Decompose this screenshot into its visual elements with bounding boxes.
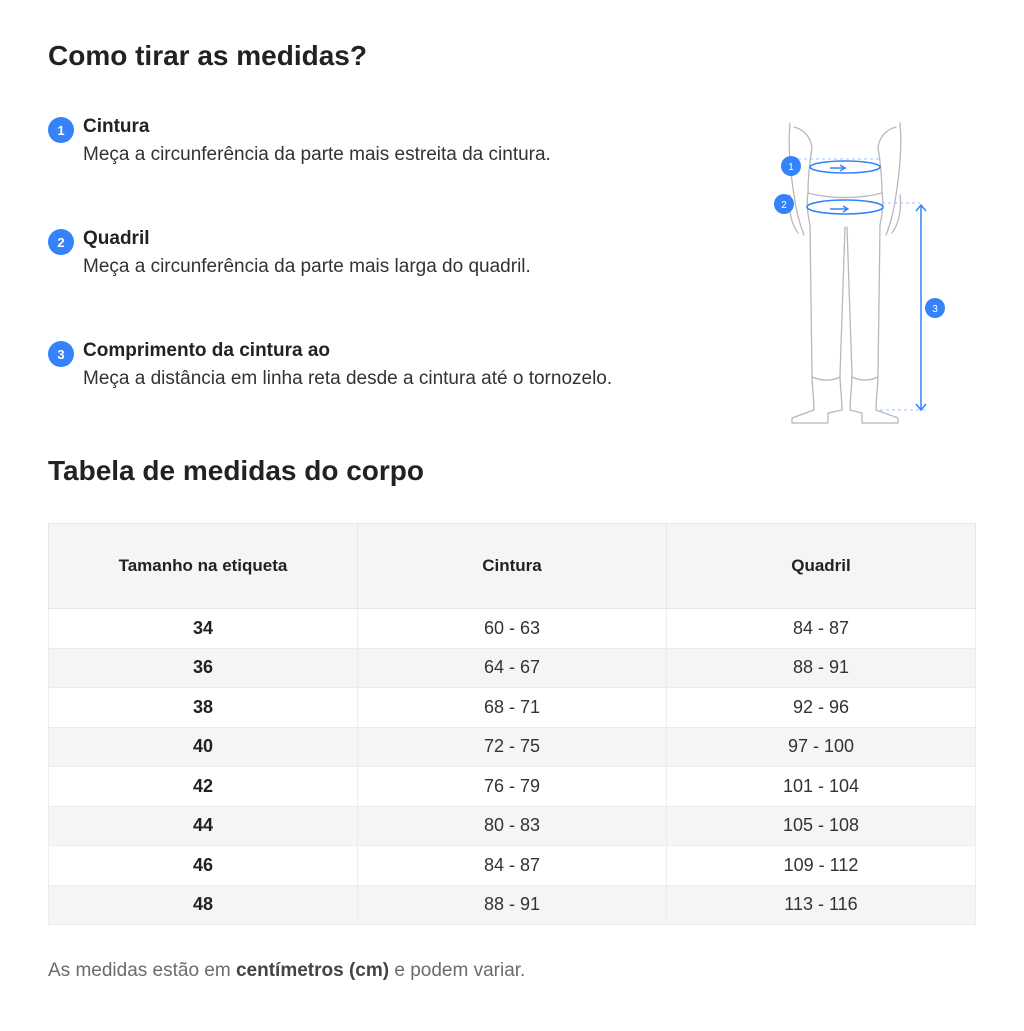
waist-cell: 80 - 83	[358, 806, 667, 846]
table-row	[49, 688, 976, 728]
hip-cell: 109 - 112	[667, 846, 976, 886]
hip-cell: 92 - 96	[667, 688, 976, 728]
table-row	[49, 885, 976, 925]
waist-cell: 60 - 63	[358, 609, 667, 649]
note-emphasis: centímetros (cm)	[235, 960, 390, 981]
table-row	[49, 727, 976, 767]
table-row	[49, 767, 976, 807]
waist-cell: 84 - 87	[358, 846, 667, 886]
step-label: Cintura	[83, 116, 150, 137]
step-number-badge: 2	[48, 229, 74, 255]
hip-cell: 97 - 100	[667, 727, 976, 767]
waist-cell: 76 - 79	[358, 767, 667, 807]
waist-cell: 72 - 75	[358, 727, 667, 767]
hip-cell: 84 - 87	[667, 609, 976, 649]
svg-text:3: 3	[932, 304, 938, 315]
table-row	[49, 846, 976, 886]
header-hip: Quadril	[667, 524, 976, 609]
step-number-badge: 1	[48, 117, 74, 143]
hip-cell: 101 - 104	[667, 767, 976, 807]
how-to-measure-title: Como tirar as medidas?	[48, 40, 367, 71]
step-number-badge: 3	[48, 341, 74, 367]
table-header-row	[49, 524, 976, 609]
size-cell: 36	[49, 648, 358, 688]
header-waist: Cintura	[358, 524, 667, 609]
note-suffix: e podem variar.	[389, 960, 526, 981]
size-table	[48, 523, 976, 925]
size-cell: 44	[49, 806, 358, 846]
hip-measure-line	[807, 200, 920, 214]
table-row	[49, 609, 976, 649]
step-hip	[48, 225, 708, 285]
step-waist	[48, 113, 708, 173]
step-description: Meça a distância em linha reta desde a cintura até o tornozelo.	[83, 368, 613, 389]
hip-cell: 113 - 116	[667, 885, 976, 925]
size-cell: 48	[49, 885, 358, 925]
step-description: Meça a circunferência da parte mais estreita da cintura.	[83, 144, 551, 165]
table-row	[49, 806, 976, 846]
hip-cell: 88 - 91	[667, 648, 976, 688]
header-size: Tamanho na etiqueta	[49, 524, 358, 609]
measurement-note	[48, 960, 525, 982]
marker-3	[925, 298, 945, 318]
size-cell: 46	[49, 846, 358, 886]
step-label: Quadril	[83, 228, 150, 249]
size-cell: 38	[49, 688, 358, 728]
step-label: Comprimento da cintura ao	[83, 340, 331, 361]
hip-cell: 105 - 108	[667, 806, 976, 846]
length-measure-line	[880, 205, 926, 410]
table-row	[49, 648, 976, 688]
waist-cell: 88 - 91	[358, 885, 667, 925]
waist-cell: 64 - 67	[358, 648, 667, 688]
svg-text:2: 2	[781, 200, 787, 211]
marker-1	[781, 156, 801, 176]
size-cell: 34	[49, 609, 358, 649]
step-description: Meça a circunferência da parte mais larga do quadril.	[83, 256, 531, 277]
size-cell: 42	[49, 767, 358, 807]
marker-2	[774, 194, 794, 214]
note-prefix: As medidas estão em	[48, 960, 236, 981]
waist-cell: 68 - 71	[358, 688, 667, 728]
size-table-title: Tabela de medidas do corpo	[48, 455, 425, 486]
size-cell: 40	[49, 727, 358, 767]
body-measurement-illustration	[770, 115, 960, 430]
step-length	[48, 337, 708, 397]
svg-text:1: 1	[788, 162, 794, 173]
